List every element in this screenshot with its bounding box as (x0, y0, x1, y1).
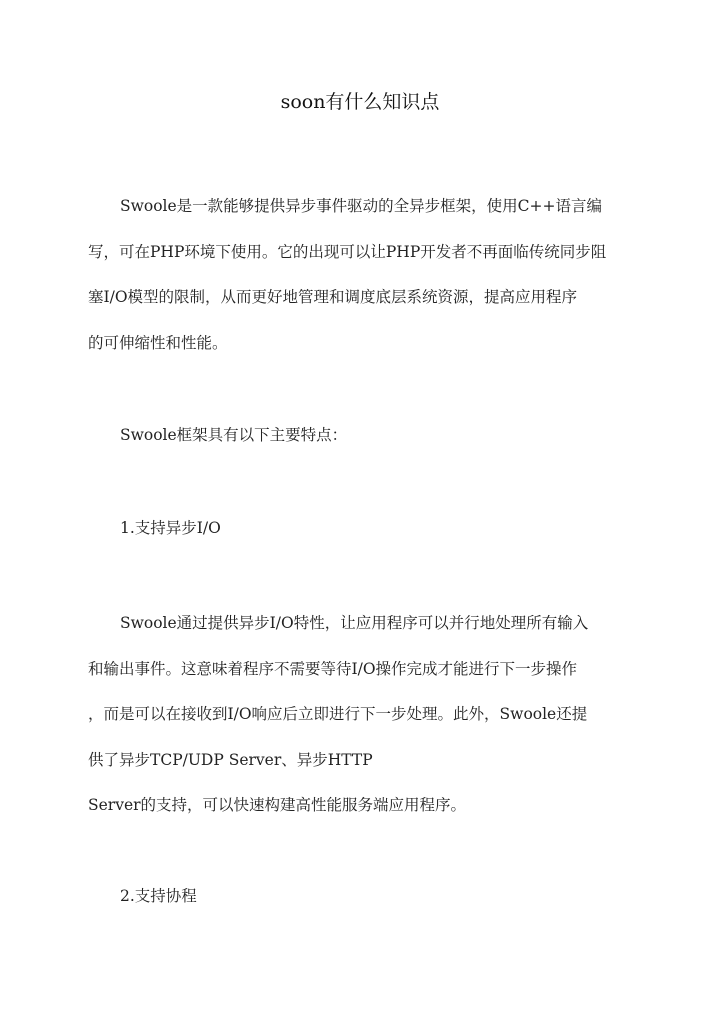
text-line: 塞I/O模型的限制，从而更好地管理和调度底层系统资源，提高应用程序 (88, 288, 578, 306)
text-line: Swoole框架具有以下主要特点： (120, 426, 348, 444)
text-line: ，而是可以在接收到I/O响应后立即进行下一步处理。此外，Swoole还提 (88, 705, 588, 723)
document-title: soon有什么知识点 (280, 91, 440, 113)
text-line: 写，可在PHP环境下使用。它的出现可以让PHP开发者不再面临传统同步阻 (88, 242, 607, 261)
text-line: Swoole是一款能够提供异步事件驱动的全异步框架，使用C++语言编 (120, 197, 603, 215)
heading-async-io (88, 506, 636, 552)
text-line: 供了异步TCP/UDP Server、异步HTTP (88, 750, 373, 769)
text-line: Server的支持，可以快速构建高性能服务端应用程序。 (88, 796, 467, 814)
paragraph-async-io (88, 601, 636, 829)
heading-coroutine (88, 874, 636, 920)
text-line: 的可伸缩性和性能。 (88, 333, 228, 352)
text-line: 和输出事件。这意味着程序不需要等待I/O操作完成才能进行下一步操作 (88, 659, 578, 678)
text-line: Swoole通过提供异步I/O特性，让应用程序可以并行地处理所有输入 (120, 614, 589, 632)
paragraph-intro (88, 184, 636, 366)
section-heading: 1.支持异步I/O (120, 519, 221, 537)
paragraph-features-intro (88, 413, 636, 459)
section-heading: 2.支持协程 (120, 887, 197, 905)
